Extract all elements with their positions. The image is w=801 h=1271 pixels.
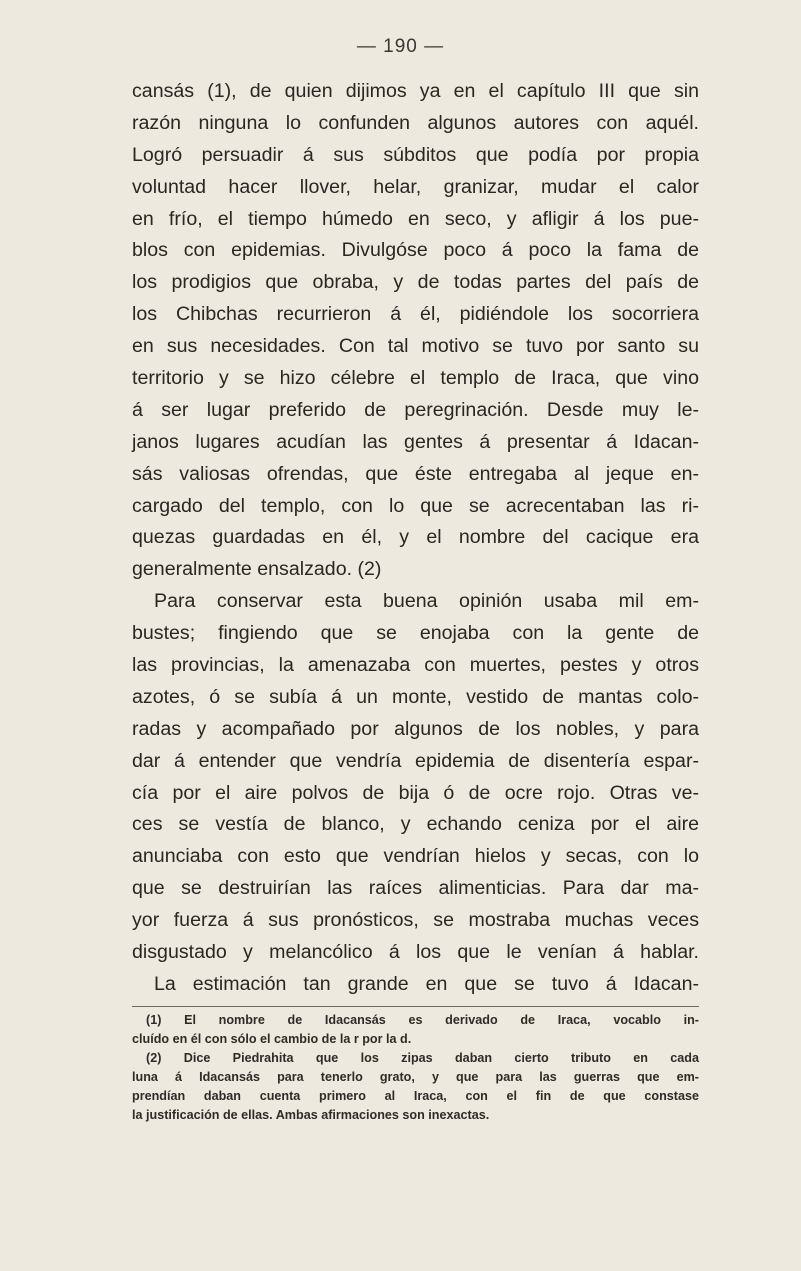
footnote-line: (1) El nombre de Idacansás es derivado de Iraca, vocablo in-	[146, 1013, 699, 1027]
text-line: los Chibchas recurrieron á él, pidiéndole los socorriera	[132, 303, 699, 326]
text-line: las provincias, la amenazaba con muertes, pestes y otros	[132, 654, 699, 677]
footnote-line: (2) Dice Piedrahita que los zipas daban cierto tributo en cada	[146, 1051, 699, 1065]
text-line: cargado del templo, con lo que se acrecentaban las ri-	[132, 494, 699, 517]
body-text	[132, 76, 699, 1001]
page-number: — 190 —	[356, 36, 445, 57]
footnote-divider	[132, 1006, 699, 1007]
footnote-line: prendían daban cuenta primero al Iraca, con el fin de que constase	[132, 1089, 699, 1103]
text-line: los prodigios que obraba, y de todas partes del país de	[132, 271, 699, 294]
text-line: sás valiosas ofrendas, que éste entregaba al jeque en-	[132, 462, 699, 485]
text-line: anunciaba con esto que vendrían hielos y secas, con lo	[132, 845, 699, 868]
footnote-line: luna á Idacansás para tenerlo grato, y que para las guerras que em-	[132, 1070, 699, 1084]
text-line: voluntad hacer llover, helar, granizar, mudar el calor	[132, 175, 699, 198]
footnote-line: cluído en él con sólo el cambio de la r por la d.	[132, 1032, 412, 1046]
text-line: en sus necesidades. Con tal motivo se tuvo por santo su	[132, 335, 699, 358]
text-line: janos lugares acudían las gentes á presentar á Idacan-	[132, 430, 699, 453]
text-line: quezas guardadas en él, y el nombre del cacique era	[132, 526, 699, 549]
text-line: bustes; fingiendo que se enojaba con la gente de	[132, 622, 699, 645]
text-line: La estimación tan grande en que se tuvo á Idacan-	[154, 972, 699, 995]
text-line: en frío, el tiempo húmedo en seco, y afligir á los pue-	[132, 207, 699, 230]
text-line: cansás (1), de quien dijimos ya en el capítulo III que sin	[132, 80, 699, 102]
text-line: á ser lugar preferido de peregrinación. Desde muy le-	[132, 398, 699, 421]
text-line: radas y acompañado por algunos de los nobles, y para	[132, 717, 699, 740]
text-line: generalmente ensalzado. (2)	[132, 558, 382, 581]
text-line: Para conservar esta buena opinión usaba mil em-	[154, 590, 699, 613]
text-line: yor fuerza á sus pronósticos, se mostraba muchas veces	[132, 909, 699, 932]
text-line: azotes, ó se subía á un monte, vestido de mantas colo-	[132, 685, 699, 708]
footnote-line: la justificación de ellas. Ambas afirmaciones son inexactas.	[132, 1108, 490, 1122]
text-line: Logró persuadir á sus súbditos que podía por propia	[132, 143, 699, 166]
text-line: disgustado y melancólico á los que le venían á hablar.	[132, 941, 699, 964]
text-line: cía por el aire polvos de bija ó de ocre rojo. Otras ve-	[132, 781, 699, 804]
text-line: blos con epidemias. Divulgóse poco á poco la fama de	[132, 239, 699, 262]
text-line: dar á entender que vendría epidemia de disentería espar-	[132, 749, 699, 772]
footnotes	[132, 1011, 699, 1125]
text-line: que se destruirían las raíces alimenticias. Para dar ma-	[132, 877, 699, 900]
text-line: razón ninguna lo confunden algunos autores con aquél.	[132, 111, 699, 134]
text-line: territorio y se hizo célebre el templo de Iraca, que vino	[132, 367, 699, 390]
text-line: ces se vestía de blanco, y echando ceniza por el aire	[132, 813, 699, 836]
